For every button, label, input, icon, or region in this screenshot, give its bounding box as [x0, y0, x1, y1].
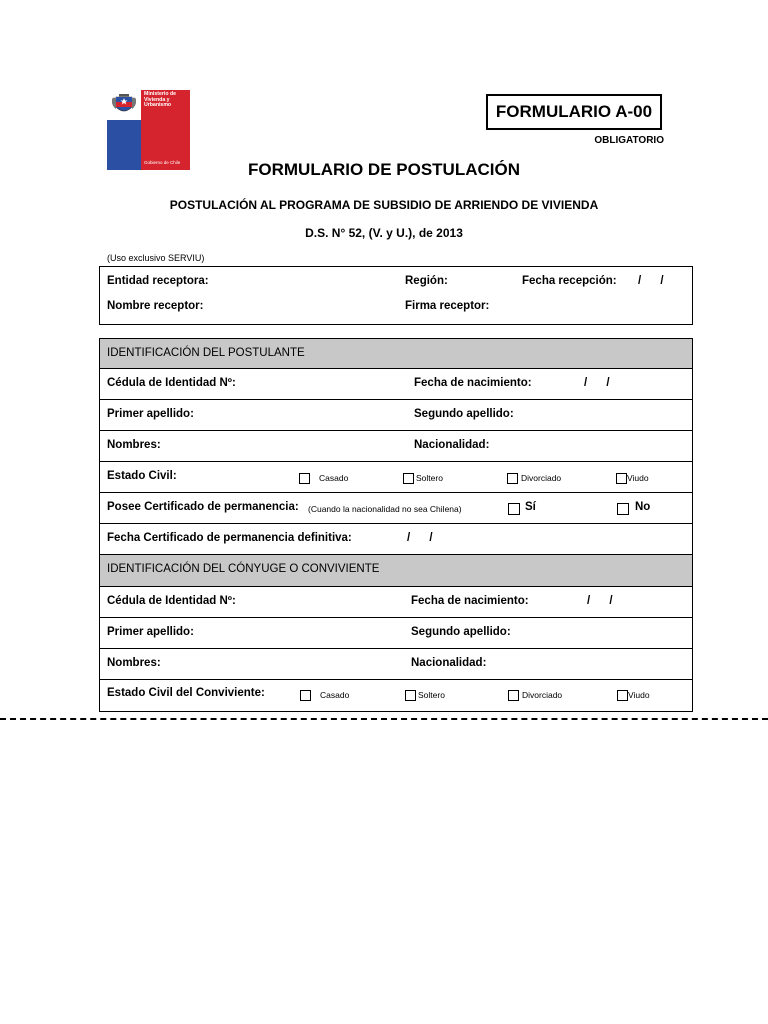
fecha-recepcion-label: Fecha recepción:	[522, 275, 617, 287]
table-row	[100, 462, 692, 493]
no-checkbox[interactable]	[617, 503, 629, 515]
decree-subtitle: D.S. N° 52, (V. y U.), de 2013	[305, 226, 463, 240]
divorciado-label: Divorciado	[521, 473, 562, 483]
fecha-certificado-label: Fecha Certificado de permanencia definitiva:	[107, 532, 352, 544]
nacionalidad-label: Nacionalidad:	[414, 439, 490, 451]
divorciado-checkbox[interactable]	[507, 473, 518, 484]
soltero-label: Soltero	[416, 473, 443, 483]
fecha-recepcion-field[interactable]: / /	[638, 275, 664, 287]
certificado-note: (Cuando la nacionalidad no sea Chilena)	[308, 504, 462, 514]
conyuge-casado-checkbox[interactable]	[300, 690, 311, 701]
cedula-label: Cédula de Identidad Nº:	[107, 377, 236, 389]
conyuge-nacionalidad-label: Nacionalidad:	[411, 657, 487, 669]
entidad-receptora-label: Entidad receptora:	[107, 275, 209, 287]
nombres-label: Nombres:	[107, 439, 161, 451]
table-row	[100, 369, 692, 400]
conyuge-estado-civil-label: Estado Civil del Conviviente:	[107, 687, 265, 699]
table-row	[100, 680, 692, 711]
section-header-conyuge: IDENTIFICACIÓN DEL CÓNYUGE O CONVIVIENTE	[100, 555, 692, 587]
logo-text: Ministerio de Vivienda y Urbanismo	[144, 91, 176, 109]
conyuge-viudo-checkbox[interactable]	[617, 690, 628, 701]
conyuge-fecha-nacimiento-field[interactable]: / /	[587, 595, 613, 607]
table-row	[100, 587, 692, 618]
nombre-receptor-label: Nombre receptor:	[107, 300, 204, 312]
ministry-logo	[107, 90, 190, 170]
applicant-table	[99, 338, 693, 712]
viudo-checkbox[interactable]	[616, 473, 627, 484]
conyuge-divorciado-label: Divorciado	[522, 690, 563, 700]
si-checkbox[interactable]	[508, 503, 520, 515]
table-row	[100, 493, 692, 524]
casado-label: Casado	[319, 473, 349, 483]
table-row	[100, 431, 692, 462]
conyuge-casado-label: Casado	[320, 690, 350, 700]
primer-apellido-label: Primer apellido:	[107, 408, 194, 420]
table-row	[100, 524, 692, 555]
conyuge-primer-apellido-label: Primer apellido:	[107, 626, 194, 638]
si-label: Sí	[525, 501, 536, 513]
table-row	[100, 618, 692, 649]
form-status: OBLIGATORIO	[594, 135, 664, 146]
section-header-postulante: IDENTIFICACIÓN DEL POSTULANTE	[100, 339, 692, 369]
conyuge-nombres-label: Nombres:	[107, 657, 161, 669]
reception-box	[99, 266, 693, 325]
logo-footer: Gobierno de Chile	[144, 160, 181, 165]
no-label: No	[635, 501, 651, 513]
fecha-nacimiento-field[interactable]: / /	[584, 377, 610, 389]
soltero-checkbox[interactable]	[403, 473, 414, 484]
table-row	[100, 649, 692, 680]
fecha-nacimiento-label: Fecha de nacimiento:	[414, 377, 532, 389]
program-subtitle: POSTULACIÓN AL PROGRAMA DE SUBSIDIO DE ARRIENDO DE VIVIENDA	[169, 198, 599, 212]
page-title: FORMULARIO DE POSTULACIÓN	[248, 160, 520, 179]
form-code-box: FORMULARIO A-00	[486, 94, 662, 130]
fecha-certificado-field[interactable]: / /	[407, 532, 433, 544]
viudo-label: Viudo	[627, 473, 649, 483]
firma-receptor-label: Firma receptor:	[405, 300, 490, 312]
table-row	[100, 400, 692, 431]
conyuge-soltero-label: Soltero	[418, 690, 445, 700]
conyuge-cedula-label: Cédula de Identidad Nº:	[107, 595, 236, 607]
segundo-apellido-label: Segundo apellido:	[414, 408, 514, 420]
conyuge-divorciado-checkbox[interactable]	[508, 690, 519, 701]
certificado-label: Posee Certificado de permanencia:	[107, 501, 299, 513]
coat-of-arms-icon	[107, 90, 141, 120]
conyuge-fecha-nacimiento-label: Fecha de nacimiento:	[411, 595, 529, 607]
casado-checkbox[interactable]	[299, 473, 310, 484]
conyuge-segundo-apellido-label: Segundo apellido:	[411, 626, 511, 638]
conyuge-viudo-label: Viudo	[628, 690, 650, 700]
estado-civil-label: Estado Civil:	[107, 470, 177, 482]
conyuge-soltero-checkbox[interactable]	[405, 690, 416, 701]
region-label: Región:	[405, 275, 448, 287]
cut-line	[0, 718, 768, 720]
serviu-note: (Uso exclusivo SERVIU)	[107, 253, 205, 263]
